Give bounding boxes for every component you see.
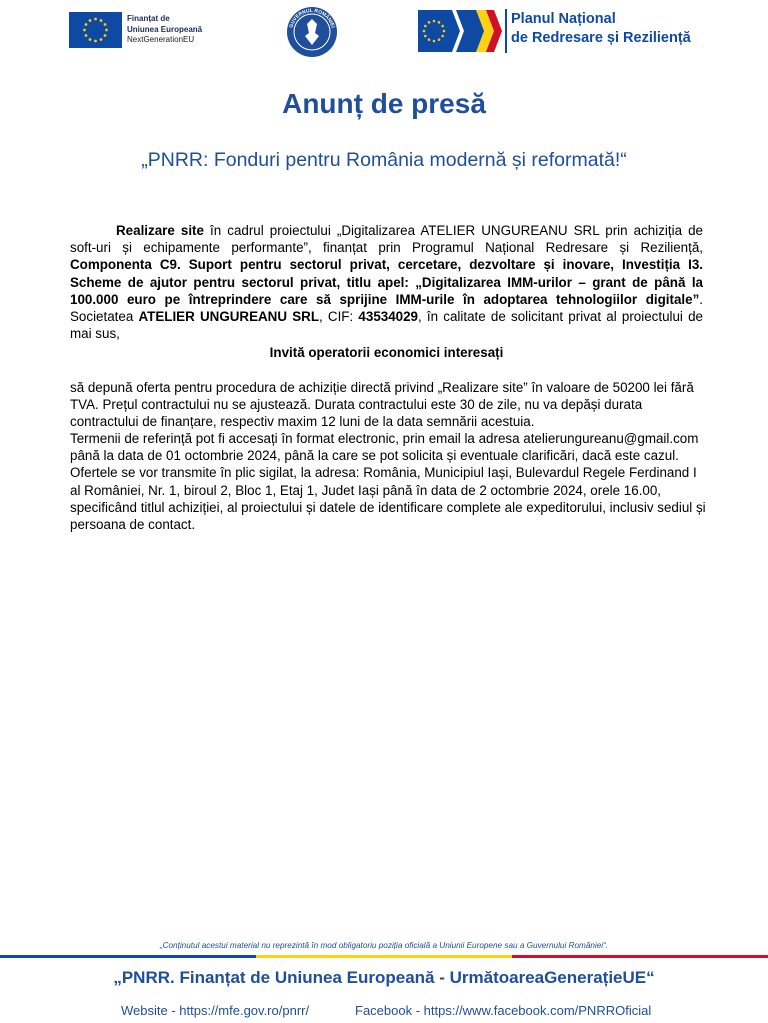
eu-star-icon <box>89 19 92 22</box>
flag-stripe-yellow <box>256 955 512 958</box>
company-intro: . Societatea <box>70 291 703 325</box>
disclaimer: „Conținutul acestui material nu reprezintă în mod obligatoriu poziția oficială a Uniunii Europene sau a Guvernului României“. <box>159 941 609 950</box>
flag-stripe-blue <box>0 955 256 958</box>
eu-star-icon <box>433 20 436 23</box>
flag-stripe-red <box>512 955 768 958</box>
terms-details: până la data de 01 octombrie 2024, până la care se pot solicita și eventuale clarificări, dacă este cazul. Ofertele se vor transmite în plic sigilat, la adresa: România, Municipiul Iași, Bulevardul Regele Ferdinand I al României, Nr. 1, biroul 2, Bloc 1, Etaj 1, Judet Iași până în data de 2 octombrie 2024, orele 16.00, specificând titlul achiziției, al proiectului și datele de identificare complete ale expeditorului, inclusiv sediul și persoana de contact. <box>70 448 706 532</box>
facebook-link[interactable]: Facebook - https://www.facebook.com/PNRROficial <box>355 1003 652 1018</box>
eu-star-icon <box>433 40 436 43</box>
eu-star-icon <box>428 38 431 41</box>
eu-label-line1: Finanțat de <box>127 14 170 23</box>
applicant-text: , în calitate de solicitant privat al proiectului de mai sus, <box>70 309 704 342</box>
eu-star-icon <box>94 40 97 43</box>
contact-email-link[interactable]: atelierungureanu@gmail.com <box>523 431 699 447</box>
offer-terms <box>70 379 706 533</box>
eu-star-icon <box>89 38 92 41</box>
eu-flag-logo <box>69 12 122 48</box>
announcement-paragraph <box>70 222 703 342</box>
eu-star-icon <box>438 21 441 24</box>
page-title: Anunț de presă <box>282 88 486 119</box>
terms-paragraph <box>70 430 706 533</box>
cif-value: 43534029 <box>358 309 418 325</box>
flag-color-line <box>0 955 768 958</box>
pnrr-title-line1: Planul Național <box>511 11 616 27</box>
terms-intro: Termenii de referință pot fi accesați în format electronic, prin email la adresa <box>70 431 524 447</box>
eu-star-icon <box>85 34 88 37</box>
eu-star-icon <box>443 30 446 33</box>
offer-paragraph: să depună oferta pentru procedura de achiziție directă privind „Realizare site” în valoare de 50200 lei fără TVA. Prețul contractului nu se ajustează. Durata contractului este 30 de zile, nu va depăși durata contractului de finanțare, respectiv maxim 12 luni de la data semnării acestuia. <box>70 380 694 430</box>
eu-star-icon <box>423 30 426 33</box>
eu-star-icon <box>100 38 103 41</box>
service-name: Realizare site <box>116 223 204 238</box>
eu-star-icon <box>438 38 441 41</box>
eu-label-line2: Uniunea Europeană <box>127 24 203 34</box>
pnrr-divider <box>505 9 507 53</box>
eu-star-icon <box>100 19 103 22</box>
pnrr-title <box>511 10 691 48</box>
cif-label: , CIF: <box>319 309 359 325</box>
company-name: ATELIER UNGUREANU SRL <box>138 309 319 325</box>
eu-star-icon <box>94 18 97 21</box>
eu-star-icon <box>441 25 444 28</box>
eu-star-icon <box>424 35 427 38</box>
eu-star-icon <box>83 29 86 32</box>
project-description: în cadrul proiectului „Digitalizarea ATELIER UNGUREANU SRL prin achiziția de soft-uri și echipamente performante”, finanțat prin Programul Național Redresare și Reziliență, <box>70 223 703 256</box>
eu-star-icon <box>104 34 107 37</box>
seal-text: GUVERNUL ROMÂNIEI <box>288 7 336 29</box>
invitation-heading: Invită operatorii economici interesați <box>269 345 504 360</box>
eu-funding-label <box>127 14 202 46</box>
eu-star-icon <box>105 29 108 32</box>
footer-slogan: „PNRR. Finanțat de Uniunea Europeană - UrmătoareaGenerațieUE“ <box>113 968 655 987</box>
website-link[interactable]: Website - https://mfe.gov.ro/pnrr/ <box>121 1003 310 1018</box>
eu-star-icon <box>441 35 444 38</box>
eu-star-icon <box>85 23 88 26</box>
eu-label-line3: NextGenerationEU <box>127 35 195 44</box>
component-details: Componenta C9. Suport pentru sectorul privat, cercetare, dezvoltare și inovare, Investiția I3. Scheme de ajutor pentru sectorul privat, titlu apel: „Digitalizarea IMM-urilor – grant de până la 100.000 euro pe întreprindere care să sprijine IMM-urile în adoptarea tehnologiilor digitale” <box>70 257 703 307</box>
eu-star-icon <box>428 21 431 24</box>
romanian-government-seal <box>286 6 338 58</box>
page-subtitle: „PNRR: Fonduri pentru România modernă și reformată!“ <box>141 149 627 171</box>
pnrr-logo <box>418 8 502 54</box>
eu-star-icon <box>104 23 107 26</box>
eu-star-icon <box>424 25 427 28</box>
pnrr-title-line2: de Redresare și Reziliență <box>511 30 691 46</box>
